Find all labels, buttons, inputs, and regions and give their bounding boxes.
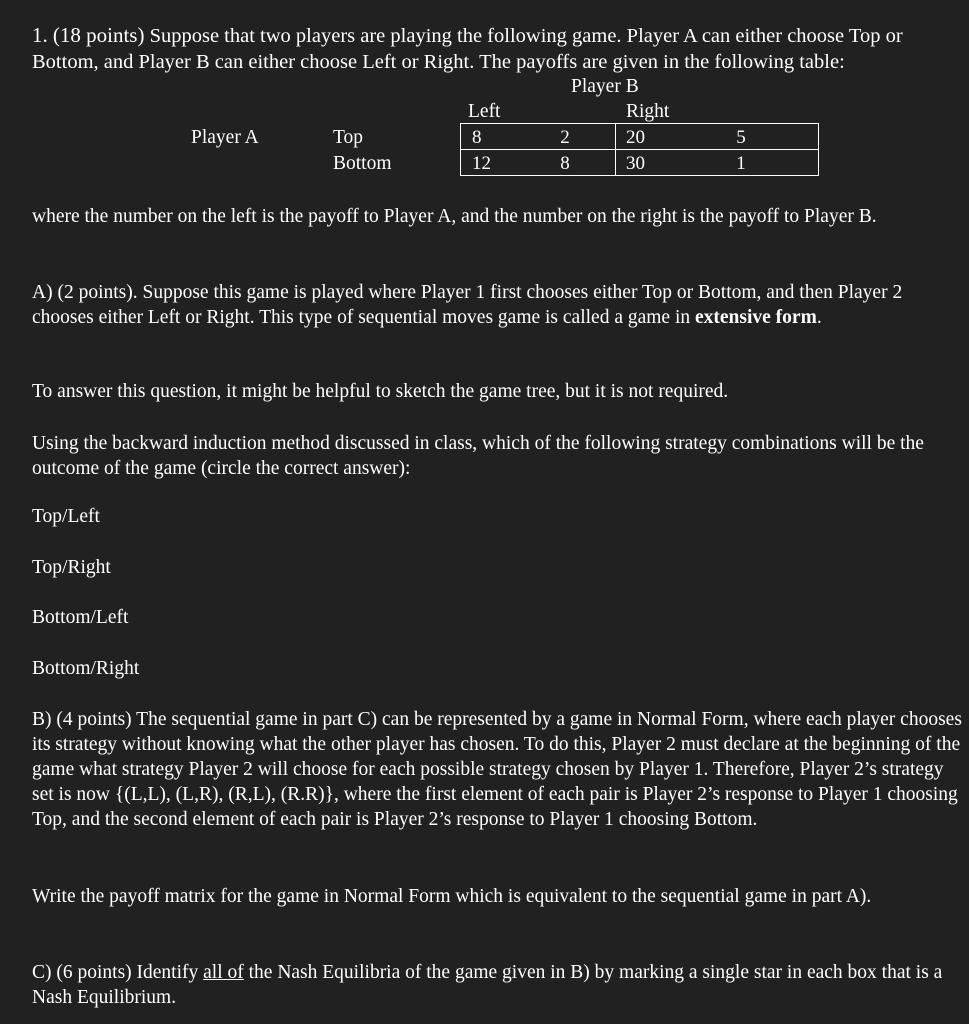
- table-border-top: [460, 123, 819, 124]
- part-c-text-end: the Nash Equilibria of the game given in B) by marking a single star in each box that is a Nash Equilibrium.: [32, 962, 943, 1008]
- part-c-underlined: all of: [203, 962, 244, 983]
- question-number: 1.: [32, 23, 48, 47]
- cell-bottom-right-a: 30: [626, 153, 645, 174]
- player-a-label: Player A: [191, 127, 259, 148]
- cell-top-right-b: 5: [736, 127, 746, 148]
- option-bottom-right[interactable]: Bottom/Right: [32, 658, 140, 679]
- part-c-text-start: C) (6 points) Identify: [32, 962, 204, 983]
- part-a-instruction: Using the backward induction method discussed in class, which of the following strategy combinations will be the outcome of the game (circle the correct answer):: [32, 433, 924, 479]
- col-header-right: Right: [626, 101, 670, 122]
- cell-top-left-b: 2: [560, 127, 570, 148]
- part-b-text: B) (4 points) The sequential game in part C) can be represented by a game in Normal Form, where each player chooses its strategy without knowing what the other player has chosen. To do this, Player 2 must declare at the beginning of the game what strategy Player 2 will choose for each possible strategy chosen by Player 1. Therefore, Player 2’s strategy set is now {(L,L), (L,R), (R,L), (R.R)}, where the first element of each pair is Player 2’s response to Player 1 choosing Top, and the second element of each pair is Player 2’s response to Player 1 choosing Bottom.: [32, 709, 962, 830]
- table-border-center: [615, 123, 616, 176]
- payoff-explanation: where the number on the left is the payoff to Player A, and the number on the right is the payoff to Player B.: [32, 206, 877, 227]
- cell-bottom-left-a: 12: [472, 153, 491, 174]
- col-header-left: Left: [468, 101, 501, 122]
- cell-bottom-left-b: 8: [560, 153, 570, 174]
- part-a-bold-term: extensive form: [695, 307, 817, 328]
- option-top-right[interactable]: Top/Right: [32, 557, 111, 578]
- row-header-top: Top: [333, 127, 364, 148]
- part-a-text: [32, 280, 962, 330]
- question-intro-text: Suppose that two players are playing the following game. Player A can either choose Top or Bottom, and Player B can either choose Left or Right. The payoffs are given in the following table:: [32, 25, 903, 73]
- cell-bottom-right-b: 1: [736, 153, 746, 174]
- question-points: (18 points): [52, 23, 145, 47]
- row-header-bottom: Bottom: [333, 153, 392, 174]
- option-top-left[interactable]: Top/Left: [32, 506, 100, 527]
- part-c-text: [32, 960, 962, 1010]
- table-border-left: [460, 123, 461, 176]
- table-border-right: [818, 123, 819, 176]
- part-a-hint: To answer this question, it might be helpful to sketch the game tree, but it is not required.: [32, 381, 729, 402]
- part-b-instruction: Write the payoff matrix for the game in Normal Form which is equivalent to the sequential game in part A).: [32, 886, 872, 907]
- cell-top-right-a: 20: [626, 127, 645, 148]
- part-a-text-main: A) (2 points). Suppose this game is played where Player 1 first chooses either Top or Bottom, and then Player 2 chooses either Left or Right. This type of sequential moves game is called a game in: [32, 282, 903, 328]
- player-b-label: Player B: [571, 76, 639, 97]
- part-a-period: .: [816, 307, 822, 328]
- option-bottom-left[interactable]: Bottom/Left: [32, 607, 129, 628]
- cell-top-left-a: 8: [472, 127, 482, 148]
- question-intro: [32, 22, 962, 75]
